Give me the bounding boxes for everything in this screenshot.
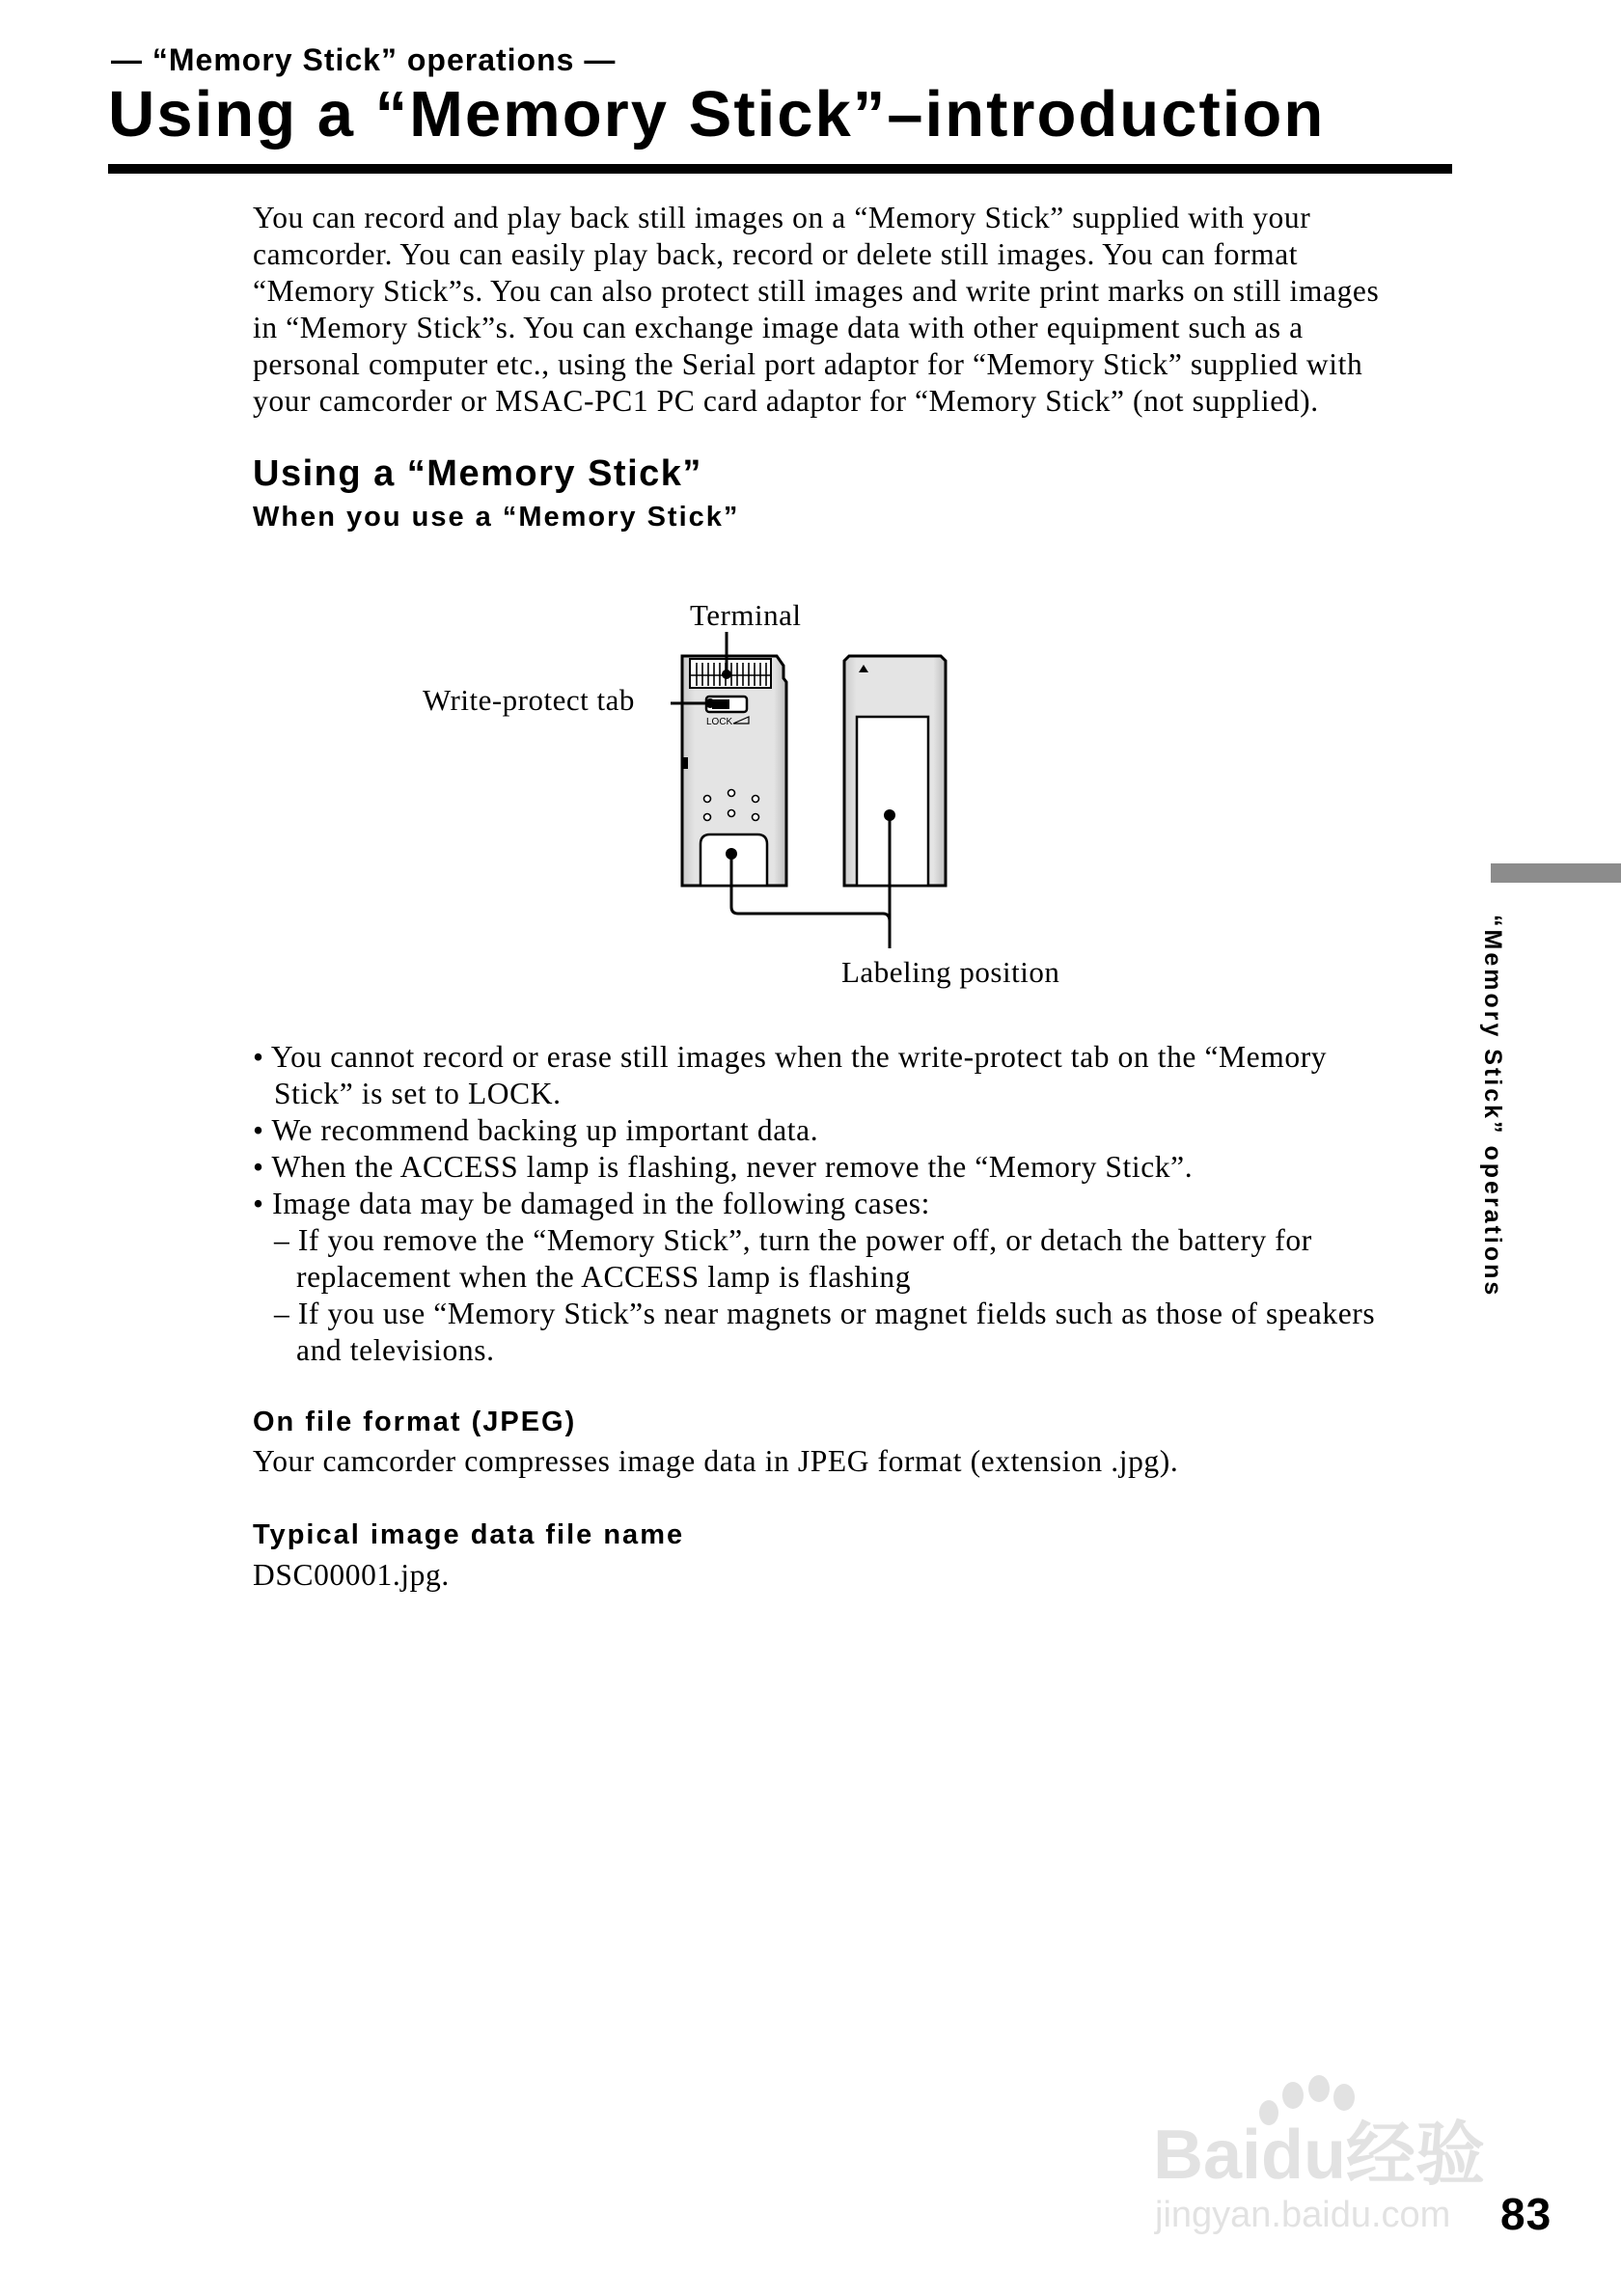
- intro-paragraph: [253, 200, 1459, 420]
- intro-line: “Memory Stick”s. You can also protect still images and write print marks on still images: [253, 274, 1380, 308]
- file-format-heading: On file format (JPEG): [253, 1407, 577, 1437]
- list-item: • When the ACCESS lamp is flashing, never remove the “Memory Stick”.: [253, 1150, 1194, 1184]
- title-rule: [108, 164, 1452, 174]
- side-tab-text: “Memory Stick” operations: [1479, 915, 1506, 1298]
- list-item: • We recommend backing up important data.: [253, 1113, 819, 1147]
- intro-line: your camcorder or MSAC-PC1 PC card adaptor for “Memory Stick” (not supplied).: [253, 384, 1319, 418]
- intro-line: personal computer etc., using the Serial port adaptor for “Memory Stick” supplied with: [253, 347, 1363, 381]
- intro-line: in “Memory Stick”s. You can exchange image data with other equipment such as a: [253, 311, 1304, 344]
- list-item-continuation: Stick” is set to LOCK.: [274, 1077, 562, 1110]
- memory-stick-diagram: [405, 593, 1100, 994]
- file-format-text: Your camcorder compresses image data in JPEG format (extension .jpg).: [253, 1444, 1179, 1478]
- section-label: — “Memory Stick” operations —: [111, 42, 617, 77]
- list-item: • Image data may be damaged in the following cases:: [253, 1187, 931, 1220]
- sub-list-item: – If you use “Memory Stick”s near magnets or magnet fields such as those of speakers: [274, 1297, 1376, 1330]
- side-tab-marker: [1491, 863, 1621, 883]
- sub-list-item: – If you remove the “Memory Stick”, turn the power off, or detach the battery for: [274, 1223, 1312, 1257]
- file-name-text: DSC00001.jpg.: [253, 1558, 450, 1592]
- intro-line: camcorder. You can easily play back, record or delete still images. You can format: [253, 237, 1299, 271]
- page-title: Using a “Memory Stick”–introduction: [108, 78, 1326, 150]
- memory-stick-front: [844, 656, 946, 886]
- write-protect-label: Write-protect tab: [423, 683, 635, 717]
- watermark-url: jingyan.baidu.com: [1155, 2195, 1451, 2235]
- using-subheading: When you use a “Memory Stick”: [253, 502, 740, 533]
- using-heading: Using a “Memory Stick”: [253, 453, 702, 494]
- list-item: • You cannot record or erase still images when the write-protect tab on the “Memory: [253, 1040, 1328, 1074]
- terminal-label: Terminal: [690, 598, 802, 632]
- intro-line: You can record and play back still images on a “Memory Stick” supplied with your: [253, 201, 1311, 234]
- lock-text: LOCK: [706, 717, 733, 727]
- file-name-heading: Typical image data file name: [253, 1519, 685, 1550]
- baidu-watermark: [1143, 2074, 1529, 2238]
- notes-list: [253, 1039, 1469, 1369]
- watermark-brand: Baidu经验: [1153, 2117, 1486, 2194]
- sub-list-item-continuation: replacement when the ACCESS lamp is flashing: [296, 1260, 912, 1294]
- sub-list-item-continuation: and televisions.: [296, 1333, 495, 1367]
- labeling-position-label: Labeling position: [841, 955, 1060, 989]
- page-number: 83: [1500, 2189, 1552, 2239]
